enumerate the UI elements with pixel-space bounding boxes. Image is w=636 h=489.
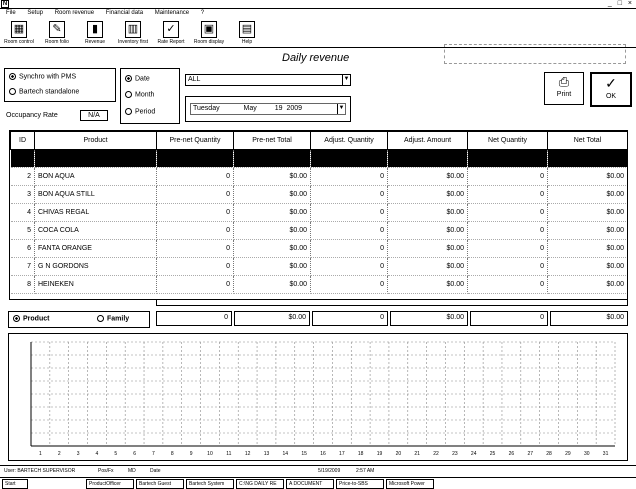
col-prenet-quantity[interactable]: Pre-net Quantity <box>157 132 234 150</box>
x-tick-label: 13 <box>263 451 270 457</box>
x-tick-label: 14 <box>282 451 289 457</box>
menu-help[interactable]: ? <box>200 10 205 16</box>
revenue-chart-svg <box>9 334 627 460</box>
status-date-label: Date <box>150 468 161 474</box>
filter-select[interactable]: ALL ▼ <box>185 74 351 86</box>
app-icon: N <box>2 1 8 7</box>
table-row[interactable]: 4 CHIVAS REGAL 0 $0.00 0 $0.00 0 $0.00 <box>11 204 628 222</box>
toolbar-room-control-button[interactable]: ▦ Room control <box>4 23 34 45</box>
printer-icon: ⎙ <box>558 74 570 89</box>
folio-icon: ✎ <box>49 21 65 38</box>
x-tick-label: 21 <box>414 451 420 457</box>
table-row[interactable]: 3 BON AQUA STILL 0 $0.00 0 $0.00 0 $0.00 <box>11 186 628 204</box>
standalone-radio[interactable] <box>9 88 16 95</box>
menu-bar <box>0 10 636 20</box>
table-row[interactable]: 2 BON AQUA 0 $0.00 0 $0.00 0 $0.00 <box>11 168 628 186</box>
revenue-table[interactable] <box>9 130 628 300</box>
taskbar-item[interactable]: A DOCUMENT <box>286 479 334 489</box>
x-tick-label: 19 <box>376 451 383 457</box>
col-id[interactable]: ID <box>11 132 35 150</box>
x-tick-label: 11 <box>226 451 232 457</box>
room-icon: ▦ <box>11 21 27 38</box>
period-radio[interactable] <box>125 108 132 115</box>
x-tick-label: 22 <box>433 451 439 457</box>
grouping-panel <box>8 311 150 328</box>
table-row[interactable]: 7 G N GORDONS 0 $0.00 0 $0.00 0 $0.00 <box>11 258 628 276</box>
x-tick-label: 26 <box>508 451 515 457</box>
x-tick-label: 8 <box>170 451 174 457</box>
total-prenet-quantity: 0 <box>156 311 232 326</box>
calendar-dropdown-icon[interactable]: ▼ <box>337 104 345 114</box>
period-panel <box>120 68 180 124</box>
toolbar-revenue-button[interactable]: ▮ Revenue <box>84 23 105 45</box>
option-period[interactable]: Period <box>125 108 155 115</box>
col-prenet-total[interactable]: Pre-net Total <box>234 132 311 150</box>
x-tick-label: 28 <box>546 451 552 457</box>
toolbar-info-panel <box>444 44 626 64</box>
table-header-row <box>11 132 628 150</box>
table-row-selected[interactable] <box>11 150 628 168</box>
inventory-icon: ▥ <box>125 21 141 38</box>
status-date: 5/19/2009 <box>318 468 341 474</box>
col-net-quantity[interactable]: Net Quantity <box>468 132 548 150</box>
product-radio[interactable] <box>13 315 20 322</box>
title-bar <box>0 0 636 9</box>
occupancy-label: Occupancy Rate <box>6 112 58 119</box>
table-row[interactable]: 6 FANTA ORANGE 0 $0.00 0 $0.00 0 $0.00 <box>11 240 628 258</box>
taskbar-item[interactable]: ProductOfficer <box>86 479 134 489</box>
window-controls[interactable]: _ □ × <box>607 0 634 7</box>
taskbar-item[interactable]: C:\NG DAILY RE <box>236 479 284 489</box>
x-tick-label: 7 <box>152 451 155 457</box>
start-button[interactable]: Start <box>2 479 28 489</box>
table-row[interactable]: 5 COCA COLA 0 $0.00 0 $0.00 0 $0.00 <box>11 222 628 240</box>
x-tick-label: 25 <box>489 451 496 457</box>
total-prenet-total: $0.00 <box>234 311 310 326</box>
occupancy-value: N/A <box>80 110 108 121</box>
menu-room-revenue[interactable]: Room revenue <box>54 10 95 16</box>
x-tick-label: 15 <box>301 451 307 457</box>
date-daynum: 19 <box>274 105 283 112</box>
total-adjust-quantity: 0 <box>312 311 388 326</box>
x-tick-label: 16 <box>320 451 326 457</box>
x-tick-label: 1 <box>39 451 42 457</box>
table-scrollbar[interactable] <box>156 300 628 306</box>
x-tick-label: 24 <box>470 451 477 457</box>
revenue-chart <box>8 333 628 461</box>
taskbar-item[interactable]: Bartech Guest <box>136 479 184 489</box>
status-bar <box>0 465 636 476</box>
source-panel <box>4 68 116 102</box>
x-tick-label: 2 <box>57 451 61 457</box>
date-year: 2009 <box>286 105 303 112</box>
x-tick-label: 4 <box>95 451 99 457</box>
checkmark-icon: ✓ <box>605 75 617 91</box>
x-tick-label: 20 <box>395 451 402 457</box>
display-icon: ▣ <box>201 21 217 38</box>
family-radio[interactable] <box>97 315 104 322</box>
menu-financial-data[interactable]: Financial data <box>105 10 144 16</box>
option-product[interactable]: Product <box>13 315 49 322</box>
date-picker[interactable] <box>190 103 346 115</box>
toolbar-room-folio-button[interactable]: ✎ Room folio <box>45 23 69 45</box>
x-tick-label: 5 <box>114 451 118 457</box>
table-row[interactable]: 8 HEINEKEN 0 $0.00 0 $0.00 0 $0.00 <box>11 276 628 294</box>
col-adjust-amount[interactable]: Adjust. Amount <box>388 132 468 150</box>
toolbar <box>0 20 636 48</box>
x-tick-label: 31 <box>602 451 609 457</box>
x-tick-label: 29 <box>565 451 571 457</box>
total-net-quantity: 0 <box>470 311 548 326</box>
date-day: Tuesday <box>193 105 220 112</box>
rate-icon: ✓ <box>163 21 179 38</box>
status-user: User: BARTECH SUPERVISOR <box>4 468 76 474</box>
col-product[interactable]: Product <box>35 132 157 150</box>
x-tick-label: 6 <box>133 451 137 457</box>
toolbar-inventory-button[interactable]: ▥ Inventory first <box>117 23 148 45</box>
month-radio[interactable] <box>125 91 132 98</box>
taskbar-item[interactable]: Microsoft Power <box>386 479 434 489</box>
total-net-total: $0.00 <box>550 311 628 326</box>
x-tick-label: 9 <box>189 451 193 457</box>
toolbar-help-button[interactable]: ▤ Help <box>230 20 264 48</box>
x-tick-label: 12 <box>244 451 251 457</box>
option-date[interactable]: Date <box>125 75 150 82</box>
option-family[interactable]: Family <box>97 315 129 322</box>
toolbar-rate-report-button[interactable]: ✓ Rate Report <box>157 23 185 45</box>
synchro-radio[interactable] <box>9 73 16 80</box>
date-panel <box>185 96 351 122</box>
x-tick-label: 18 <box>357 451 364 457</box>
page-title: Daily revenue <box>282 52 350 64</box>
x-tick-label: 23 <box>452 451 458 457</box>
date-radio[interactable] <box>125 75 132 82</box>
toolbar-room-display-button[interactable]: ▣ Room display <box>193 23 225 45</box>
menu-file[interactable]: File <box>6 10 16 16</box>
total-adjust-amount: $0.00 <box>390 311 468 326</box>
option-synchro-pms[interactable]: Synchro with PMS <box>9 73 76 80</box>
taskbar-item[interactable]: Price-to-SBS <box>336 479 384 489</box>
x-tick-label: 27 <box>527 451 534 457</box>
date-month: May <box>243 105 257 112</box>
chevron-down-icon[interactable]: ▼ <box>342 75 350 85</box>
status-ext: MD <box>128 468 136 474</box>
taskbar <box>0 477 636 489</box>
x-tick-label: 3 <box>76 451 80 457</box>
col-adjust-quantity[interactable]: Adjust. Quantity <box>311 132 388 150</box>
menu-setup[interactable]: Setup <box>27 10 44 16</box>
taskbar-item[interactable]: Bartech System <box>186 479 234 489</box>
print-button[interactable]: ⎙ Print <box>544 72 584 105</box>
x-tick-label: 30 <box>583 451 590 457</box>
help-icon: ▤ <box>239 21 255 38</box>
col-net-total[interactable]: Net Total <box>548 132 628 150</box>
revenue-icon: ▮ <box>87 21 103 38</box>
status-time: 2:57 AM <box>356 468 375 474</box>
x-tick-label: 10 <box>207 451 213 457</box>
menu-maintenance[interactable]: Maintenance <box>154 10 190 16</box>
ok-button[interactable]: ✓ OK <box>590 72 632 107</box>
status-pos: Pos/Fx <box>98 468 114 474</box>
x-tick-label: 17 <box>339 451 345 457</box>
option-bartech-standalone[interactable]: Bartech standalone <box>9 88 79 95</box>
option-month[interactable]: Month <box>125 91 154 98</box>
